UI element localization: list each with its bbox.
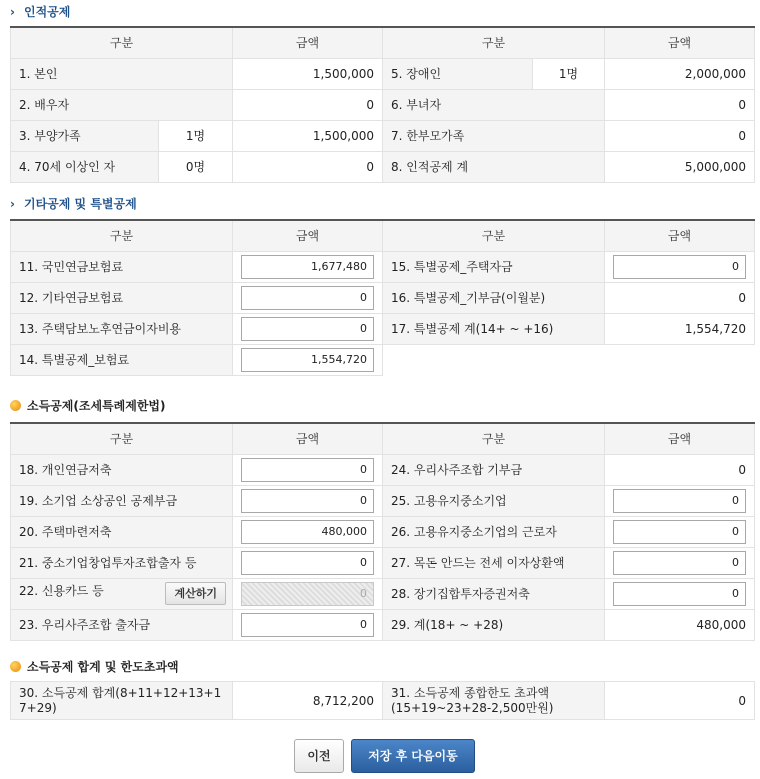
personal-pension-savings-input[interactable]: 0 [241, 458, 374, 482]
employment-retention-worker-input[interactable]: 0 [613, 520, 746, 544]
table-header-row: 구분 금액 구분 금액 [11, 220, 755, 251]
table-row: 20. 주택마련저축 480,000 26. 고용유지중소기업의 근로자 0 [11, 516, 755, 547]
table-header-row: 구분 금액 구분 금액 [11, 27, 755, 58]
special-deduction-table [10, 219, 755, 376]
employee-stock-contribution-input[interactable]: 0 [241, 613, 374, 637]
table-row: 19. 소기업 소상공인 공제부금 0 25. 고용유지중소기업 0 [11, 485, 755, 516]
venture-investment-input[interactable]: 0 [241, 551, 374, 575]
table-row: 13. 주택담보노후연금이자비용 0 17. 특별공제 계(14+ ~ +16) 1,554,720 [11, 313, 755, 344]
housing-fund-input[interactable]: 0 [613, 255, 746, 279]
credit-card-input: 0 [241, 582, 374, 606]
table-row: 2. 배우자 0 6. 부녀자 0 [11, 89, 755, 120]
calculate-button[interactable]: 계산하기 [165, 582, 226, 605]
table-row: 18. 개인연금저축 0 24. 우리사주조합 기부금 0 [11, 454, 755, 485]
section-title-total: 소득공제 합계 및 한도초과액 [10, 658, 179, 675]
bullet-icon [10, 400, 21, 411]
section-title-special: › 기타공제 및 특별공제 [10, 196, 137, 211]
table-row: 23. 우리사주조합 출자금 0 29. 계(18+ ~ +28) 480,000 [11, 609, 755, 640]
table-row: 4. 70세 이상인 자 0명 0 8. 인적공제 계 5,000,000 [11, 151, 755, 182]
table-row: 21. 중소기업창업투자조합출자 등 0 27. 목돈 안드는 전세 이자상환액 0 [11, 547, 755, 578]
personal-deduction-table [10, 26, 755, 183]
table-row: 1. 본인 1,500,000 5. 장애인 1명 2,000,000 [11, 58, 755, 89]
table-row: 11. 국민연금보험료 1,677,480 15. 특별공제_주택자금 0 [11, 251, 755, 282]
table-row: 30. 소득공제 합계(8+11+12+13+1 7+29) 8,712,200 31. 소득공제 종합한도 초과액 (15+19~23+28-2,500만원) 0 [11, 682, 755, 720]
other-pension-input[interactable]: 0 [241, 286, 374, 310]
employment-retention-sme-input[interactable]: 0 [613, 489, 746, 513]
tax-special-deduction-table [10, 422, 755, 641]
chevron-right-icon: › [10, 196, 15, 211]
total-deduction-table [10, 681, 755, 720]
housing-savings-input[interactable]: 480,000 [241, 520, 374, 544]
reverse-mortgage-interest-input[interactable]: 0 [241, 317, 374, 341]
jeonse-interest-repayment-input[interactable]: 0 [613, 551, 746, 575]
small-business-mutual-aid-input[interactable]: 0 [241, 489, 374, 513]
save-next-button[interactable]: 저장 후 다음이동 [351, 739, 475, 773]
chevron-right-icon: › [10, 4, 15, 19]
table-row: 3. 부양가족 1명 1,500,000 7. 한부모가족 0 [11, 120, 755, 151]
insurance-premium-input[interactable]: 1,554,720 [241, 348, 374, 372]
table-row: 22. 신용카드 등 계산하기 0 28. 장기집합투자증권저축 0 [11, 578, 755, 609]
table-row: 12. 기타연금보험료 0 16. 특별공제_기부금(이월분) 0 [11, 282, 755, 313]
bullet-icon [10, 661, 21, 672]
table-row: 14. 특별공제_보험료 1,554,720 [11, 344, 755, 375]
section-title-personal: › 인적공제 [10, 4, 71, 19]
long-term-fund-savings-input[interactable]: 0 [613, 582, 746, 606]
prev-button[interactable]: 이전 [294, 739, 344, 773]
table-header-row: 구분 금액 구분 금액 [11, 423, 755, 454]
national-pension-input[interactable]: 1,677,480 [241, 255, 374, 279]
section-title-tax-special: 소득공제(조세특례제한법) [10, 397, 165, 414]
